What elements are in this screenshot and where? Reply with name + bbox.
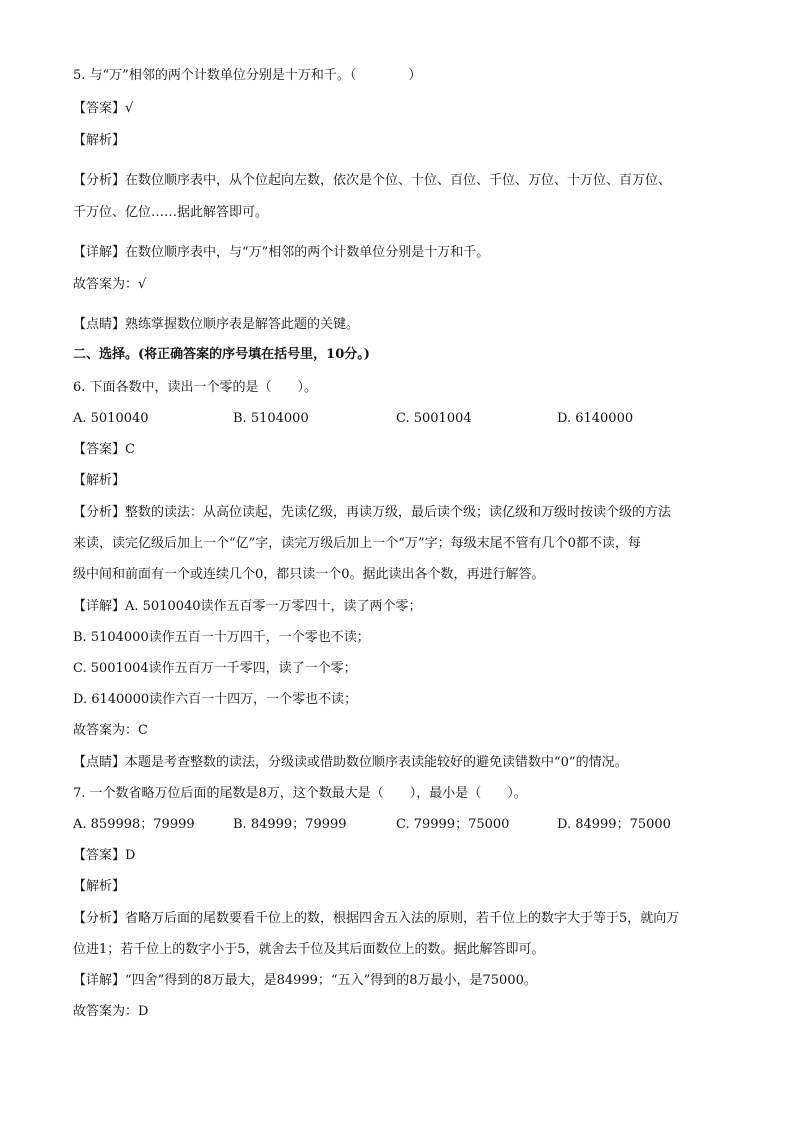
q5-xiangjie: 【详解】在数位顺序表中，与“万”相邻的两个计数单位分别是十万和千。 (73, 245, 490, 260)
q7-options (73, 815, 713, 835)
q7-option-b: B. 84999；79999 (233, 817, 347, 832)
q6-fenxi-line2: 来读，读完亿级后加上一个“亿”字，读完万级后加上一个“万”字；每级末尾不管有几个0都不读，每 (73, 536, 641, 551)
q6-question: 6. 下面各数中，读出一个零的是（ ）。 (73, 380, 318, 395)
q5-conclusion: 故答案为：√ (73, 277, 147, 292)
q6-conclusion: 故答案为：C (73, 723, 148, 738)
q6-answer: 【答案】C (73, 442, 135, 457)
q7-fenxi-line2: 位进1；若千位上的数字小于5，就舍去千位及其后面数位上的数。据此解答即可。 (73, 942, 545, 957)
q6-xiangjie-b: B. 5104000读作五百一十万四千，一个零也不读； (73, 630, 370, 645)
q7-fenxi-line1: 【分析】省略万后面的尾数要看千位上的数，根据四舍五入法的原则，若千位上的数字大于等于5，就向万 (73, 911, 680, 926)
q6-analysis-label: 【解析】 (73, 473, 126, 488)
q7-question: 7. 一个数省略万位后面的尾数是8万，这个数最大是（ ），最小是（ ）。 (73, 786, 527, 801)
q5-answer: 【答案】√ (73, 101, 134, 116)
q5-fenxi-line1: 【分析】在数位顺序表中，从个位起向左数，依次是个位、十位、百位、千位、万位、十万位、百万位、 (73, 173, 672, 188)
q6-fenxi-line1: 【分析】整数的读法：从高位读起，先读亿级，再读万级，最后读个级；读亿级和万级时按读个级的方法 (73, 505, 672, 520)
q6-xiangjie-a: 【详解】A. 5010040读作五百零一万零四十，读了两个零； (73, 599, 422, 614)
q6-xiangjie-c: C. 5001004读作五百万一千零四，读了一个零； (73, 661, 357, 676)
q7-option-d: D. 84999；75000 (557, 817, 671, 832)
q7-xiangjie: 【详解】“四舍”得到的8万最大，是84999；“五入”得到的8万最小，是75000。 (73, 973, 537, 988)
q7-option-a: A. 859998；79999 (73, 817, 195, 832)
q5-analysis-label: 【解析】 (73, 133, 126, 148)
q7-analysis-label: 【解析】 (73, 879, 126, 894)
q5-dianjing: 【点睛】熟练掌握数位顺序表是解答此题的关键。 (73, 317, 360, 332)
q6-option-a: A. 5010040 (73, 411, 149, 426)
q5-fenxi-line2: 千万位、亿位……据此解答即可。 (73, 205, 269, 220)
q7-option-c: C. 79999；75000 (396, 817, 510, 832)
q6-option-b: B. 5104000 (233, 411, 309, 426)
q6-options (73, 409, 713, 429)
q7-answer: 【答案】D (73, 848, 136, 863)
q5-question: 5. 与“万”相邻的两个计数单位分别是十万和千。（ ） (73, 68, 422, 83)
q7-conclusion: 故答案为：D (73, 1004, 149, 1019)
q6-fenxi-line3: 级中间和前面有一个或连续几个0，都只读一个0。据此读出各个数，再进行解答。 (73, 567, 545, 582)
q6-option-c: C. 5001004 (396, 411, 472, 426)
q6-option-d: D. 6140000 (557, 411, 634, 426)
section-heading: 二、选择。(将正确答案的序号填在括号里，10分。) (73, 347, 370, 362)
q6-dianjing: 【点睛】本题是考查整数的读法，分级读或借助数位顺序表读能较好的避免读错数中“0”的情况。 (73, 755, 628, 770)
q6-xiangjie-d: D. 6140000读作六百一十四万，一个零也不读； (73, 692, 358, 707)
